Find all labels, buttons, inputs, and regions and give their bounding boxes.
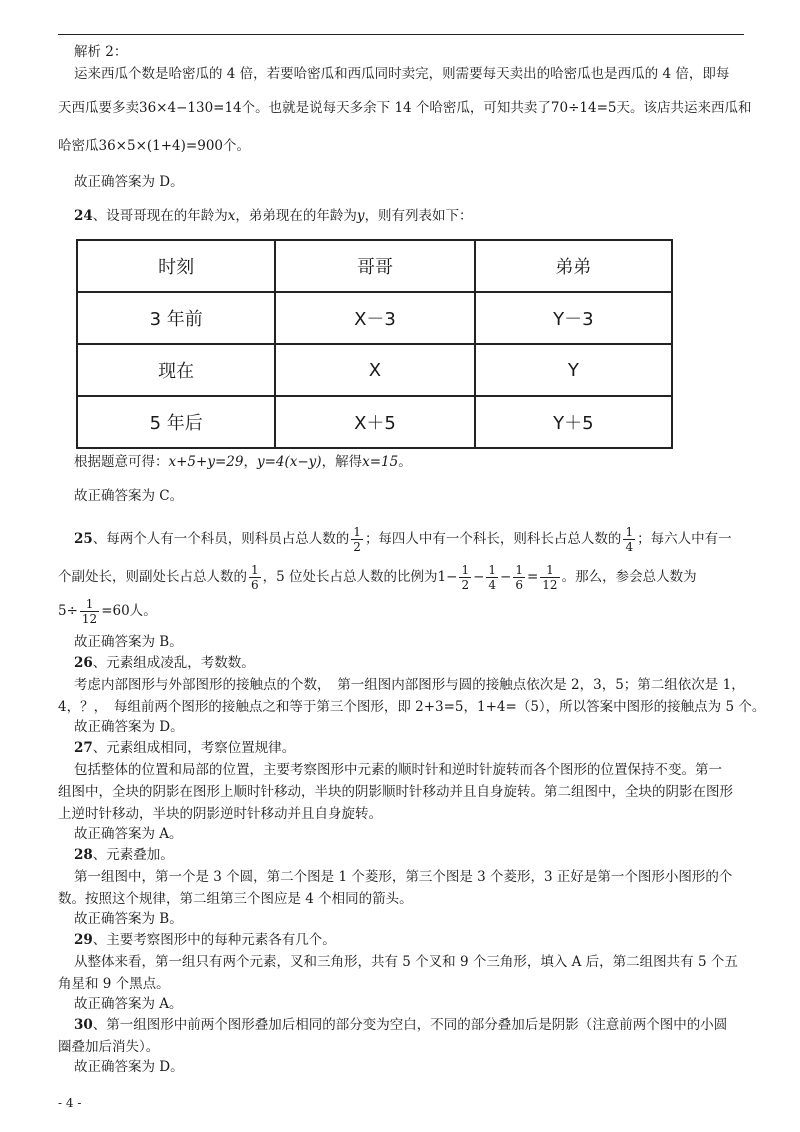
q29-line1: 从整体来看，第一组只有两个元素，叉和三角形，共有 5 个叉和 9 个三角形，填入 A 后，第二组图共有 5 个五 — [74, 954, 738, 970]
fraction: $\frac{1}{6}$ — [515, 563, 523, 592]
table-cell: X－3 — [275, 292, 474, 344]
analysis2-line2: 天西瓜要多卖36×4−130=14个。也就是说每天多余下 14 个哈密瓜，可知共卖了70÷14=5天。该店共运来西瓜和 — [58, 100, 752, 116]
q28-line1: 第一组图中，第一个是 3 个圆，第二个图是 1 个菱形，第三个图是 3 个菱形，3 正好是第一个图形小图形的个 — [74, 869, 733, 885]
math-expression: 36×4−130=14个 — [139, 100, 256, 116]
header-rule — [58, 34, 744, 35]
q28-line2: 数。按照这个规律，第二组第三个图应是 4 个相同的箭头。 — [58, 891, 413, 907]
math-expression: x=15 — [362, 454, 399, 470]
q29-title: 29、主要考察图形中的每种元素各有几个。 — [74, 932, 336, 948]
q29-answer: 故正确答案为 A。 — [74, 996, 183, 1012]
table-row — [77, 396, 672, 448]
q25-line3: 5÷ $\frac{1}{12}$ =60人。 — [58, 597, 157, 626]
q24-intro: 24、设哥哥现在的年龄为x，弟弟现在的年龄为y，则有列表如下： — [74, 208, 473, 224]
q30-line1: 30、第一组图形中前两个图形叠加后相同的部分变为空白，不同的部分叠加后是阴影（注意前两个图中的小圆 — [74, 1017, 728, 1033]
q24-answer: 故正确答案为 C。 — [74, 488, 184, 504]
fraction: $\frac{1}{12}$ — [81, 597, 98, 626]
math-expression: 70÷14=5天 — [550, 100, 630, 116]
q27-title: 27、元素组成相同，考察位置规律。 — [74, 740, 296, 756]
q26-answer: 故正确答案为 D。 — [74, 719, 184, 735]
q27-line1: 包括整体的位置和局部的位置，主要考察图形中元素的顺时针和逆时针旋转而各个图形的位置保持不变。第一 — [74, 762, 722, 778]
table-header-cell: 哥哥 — [275, 240, 474, 292]
q25-line2: 个副处长，则副处长占总人数的 $\frac{1}{6}$ ，5 位处长占总人数的比例为1− $\frac{1}{2}$ − $\frac{1}{4}$ − $\frac{1}{6}$ = $\frac{1}{12}$ 。那么，参会总人数为 — [58, 563, 697, 592]
q26-line2: 4，？， 每组前两个图形的接触点之和等于第三个图形，即 2+3=5，1+4=（5），所以答案中图形的接触点为 5 个。 — [58, 699, 766, 715]
q30-line2: 圈叠加后消失）。 — [58, 1039, 160, 1055]
fraction: $\frac{1}{4}$ — [488, 563, 497, 592]
math-expression: y=4(x−y) — [256, 454, 322, 470]
question-number: 25 — [74, 531, 93, 547]
table-cell: 现在 — [77, 344, 275, 396]
q29-line2: 角星和 9 个黑点。 — [58, 976, 170, 992]
q26-title: 26、元素组成凌乱，考数数。 — [74, 655, 255, 671]
q30-answer: 故正确答案为 D。 — [74, 1059, 184, 1075]
analysis2-title: 解析 2： — [74, 44, 128, 60]
math-expression: x+5+y=29 — [168, 454, 244, 470]
table-header-cell: 弟弟 — [475, 240, 672, 292]
table-cell: Y — [475, 344, 672, 396]
fraction: $\frac{1}{2}$ — [353, 525, 361, 554]
q28-answer: 故正确答案为 B。 — [74, 911, 183, 927]
table-row — [77, 344, 672, 396]
analysis2-answer: 故正确答案为 D。 — [74, 174, 184, 190]
table-cell: 5 年后 — [77, 396, 275, 448]
table-header-row — [77, 240, 672, 292]
q27-line3: 上逆时针移动，半块的阴影逆时针移动并且自身旋转。 — [58, 806, 382, 822]
table-cell: Y＋5 — [475, 396, 672, 448]
page-number: - 4 - — [58, 1096, 82, 1110]
question-number: 28 — [74, 847, 93, 863]
q25-answer: 故正确答案为 B。 — [74, 634, 183, 650]
table-cell: X＋5 — [275, 396, 474, 448]
fraction: $\frac{1}{12}$ — [542, 563, 558, 592]
question-number: 24 — [74, 208, 93, 224]
analysis2-line1: 运来西瓜个数是哈密瓜的 4 倍，若要哈密瓜和西瓜同时卖完，则需要每天卖出的哈密瓜也是西瓜的 4 倍，即每 — [74, 66, 730, 82]
table-cell: Y－3 — [475, 292, 672, 344]
q25-line1: 25、每两个人有一个科员，则科员占总人数的 $\frac{1}{2}$ ；每四人中有一个科长，则科长占总人数的 $\frac{1}{4}$ ；每六人中有一 — [74, 525, 732, 554]
question-number: 27 — [74, 740, 93, 756]
table-cell: X — [275, 344, 474, 396]
question-number: 30 — [74, 1017, 93, 1033]
table-cell: 3 年前 — [77, 292, 275, 344]
fraction: $\frac{1}{4}$ — [625, 525, 634, 554]
q27-line2: 组图中，全块的阴影在图形上顺时针移动，半块的阴影顺时针移动并且自身旋转。第二组图中，全块的阴影在图形 — [58, 784, 733, 800]
fraction: $\frac{1}{2}$ — [461, 563, 470, 592]
fraction: $\frac{1}{6}$ — [251, 563, 259, 592]
q28-title: 28、元素叠加。 — [74, 847, 174, 863]
analysis2-line3: 哈密瓜36×5×(1+4)=900个。 — [58, 138, 250, 154]
question-number: 29 — [74, 932, 93, 948]
q26-line1: 考虑内部图形与外部图形的接触点的个数， 第一组图内部图形与圆的接触点依次是 2，3，5；第二组依次是 1， — [74, 677, 745, 693]
age-table — [76, 239, 673, 449]
q27-answer: 故正确答案为 A。 — [74, 826, 183, 842]
table-header-cell: 时刻 — [77, 240, 275, 292]
q24-solution: 根据题意可得：x+5+y=29，y=4(x−y)，解得x=15。 — [74, 454, 412, 470]
question-number: 26 — [74, 655, 93, 671]
table-row — [77, 292, 672, 344]
math-expression: 36×5×(1+4)=900个 — [98, 138, 237, 154]
